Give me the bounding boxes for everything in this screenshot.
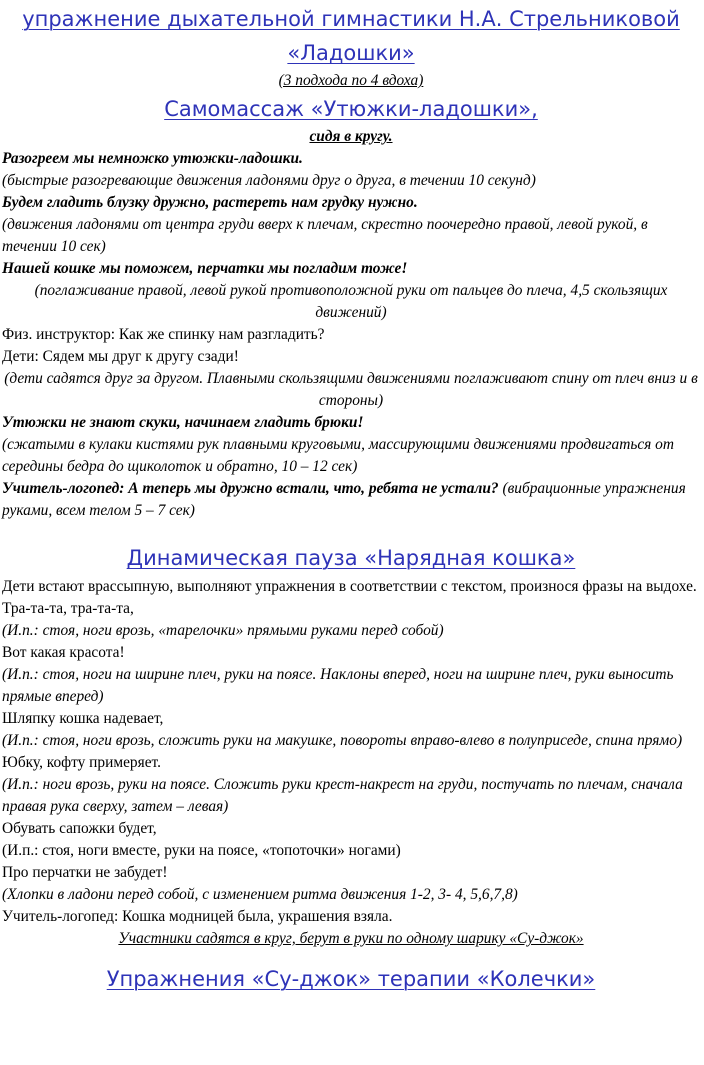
pause-line-7: Юбку, кофту примеряет. [2, 754, 161, 771]
massage-line-9: (дети садятся друг за другом. Плавными скользящими движениями поглаживают спину от плеч вниз и в стороны) [4, 370, 698, 409]
pause-line-8: (И.п.: ноги врозь, руки на поясе. Сложить руки крест-накрест на груди, постучать по плечам, сначала правая рука сверху, затем – левая) [2, 776, 683, 815]
pause-line-12: (Хлопки в ладони перед собой, с изменением ритма движения 1-2, 3- 4, 5,6,7,8) [2, 886, 518, 903]
pause-line-10: (И.п.: стоя, ноги вместе, руки на поясе, «топоточки» ногами) [2, 842, 401, 859]
massage-line-5: Нашей кошке мы поможем, перчатки мы погладим тоже! [2, 260, 408, 277]
sujok-heading: Упражнения «Су-джок» терапии «Колечки» [106, 967, 596, 991]
massage-line-7: Физ. инструктор: Как же спинку нам разгладить? [2, 326, 325, 343]
massage-line-4: (движения ладонями от центра груди вверх к плечам, скрестно поочередно правой, левой рукой, в течении 10 сек) [2, 216, 648, 255]
massage-line-12 [2, 478, 700, 522]
pause-line-14: Участники садятся в круг, берут в руки по одному шарику «Су-джок» [118, 930, 584, 947]
pause-line-1: Тра-та-та, тра-та-та, [2, 600, 134, 617]
pause-line-13: Учитель-логопед: Кошка модницей была, украшения взяла. [2, 908, 393, 925]
massage-line-3: Будем гладить блузку дружно, растереть нам грудку нужно. [2, 194, 418, 211]
massage-line-12-bold: Учитель-логопед: А теперь мы дружно встали, что, ребята не устали? [2, 480, 499, 497]
massage-line-1: Разогреем мы немножко утюжки-ладошки. [2, 150, 303, 167]
pause-line-9: Обувать сапожки будет, [2, 820, 157, 837]
pause-line-11: Про перчатки не забудет! [2, 864, 168, 881]
massage-heading: Самомассаж «Утюжки-ладошки», [164, 97, 538, 121]
massage-subheading: сидя в кругу. [309, 128, 393, 145]
massage-line-8: Дети: Сядем мы друг к другу сзади! [2, 348, 239, 365]
massage-line-11: (сжатыми в кулаки кистями рук плавными круговыми, массирующими движениями продвигаться от середины бедра до щиколоток и обратно, 10 – 12 сек) [2, 436, 674, 475]
section-gap [2, 522, 700, 542]
pause-line-4: (И.п.: стоя, ноги на ширине плеч, руки на поясе. Наклоны вперед, ноги на ширине плеч, руки выносить прямые вперед) [2, 666, 674, 705]
pause-line-2: (И.п.: стоя, ноги врозь, «тарелочки» прямыми руками перед собой) [2, 622, 444, 639]
title-line-2: «Ладошки» [287, 41, 415, 65]
pause-line-3: Вот какая красота! [2, 644, 125, 661]
massage-line-12-rest: (вибрационные упражнения руками, всем телом 5 – 7 сек) [2, 480, 686, 519]
title-line-1: упражнение дыхательной гимнастики Н.А. Стрельниковой [22, 7, 680, 31]
pause-line-5: Шляпку кошка надевает, [2, 710, 164, 727]
massage-line-6: (поглаживание правой, левой рукой противоположной руки от пальцев до плеча, 4,5 скользящих движений) [34, 282, 668, 321]
massage-line-10: Утюжки не знают скуки, начинаем гладить брюки! [2, 414, 364, 431]
title-subtitle: (3 подхода по 4 вдоха) [278, 72, 424, 89]
massage-line-2: (быстрые разогревающие движения ладонями друг о друга, в течении 10 секунд) [2, 172, 536, 189]
pause-intro: Дети встают врассыпную, выполняют упражнения в соответствии с текстом, произнося фразы на выдохе. [2, 578, 697, 595]
pause-heading: Динамическая пауза «Нарядная кошка» [126, 546, 576, 570]
pause-line-6: (И.п.: стоя, ноги врозь, сложить руки на макушке, повороты вправо-влево в полуприседе, спина прямо) [2, 732, 683, 749]
